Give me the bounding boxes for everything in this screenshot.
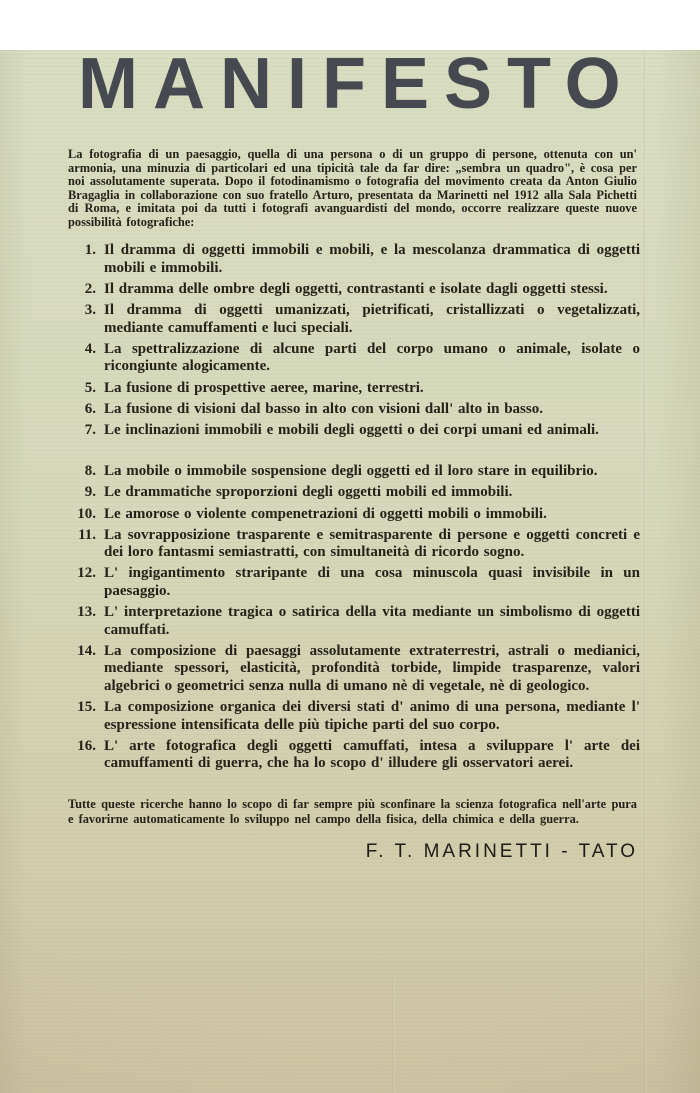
intro-paragraph: La fotografia di un paesaggio, quella di una persona o di un gruppo di persone, ottenuta con un' armonia, una minuzia di particolari ed una tipicità tale da far dire: „sembra un quadro", è cosa per noi assolutamente superata. Dopo il fotodinamismo o fotografia del movimento creata da Anton Giulio Bragaglia in collaborazione con suo fratello Arturo, presentata da Marinetti nel 1912 alla Sala Pichetti di Roma, e imitata poi da tutti i fotografi avanguardisti del mondo, occorre realizzare queste nuove possibilità fotografiche: (68, 147, 637, 229)
item-number: 4. (84, 340, 96, 357)
item-text: La sovrapposizione trasparente e semitrasparente di persone e oggetti concreti e dei loro fantasmi semiastratti, con simultaneità di ricordo sogno. (104, 526, 640, 561)
item-text: La fusione di prospettive aeree, marine, terrestri. (104, 379, 424, 396)
item-number: 5. (84, 379, 96, 396)
item-number: 16. (77, 737, 96, 754)
list-item (77, 603, 640, 639)
list-item (84, 242, 640, 277)
item-text: Il dramma di oggetti immobili e mobili, e la mescolanza drammatica di oggetti mobili e immobili. (104, 242, 640, 276)
item-number: 10. (77, 505, 96, 522)
item-text: La mobile o immobile sospensione degli oggetti ed il loro stare in equilibrio. (104, 463, 598, 480)
list-item (84, 281, 640, 299)
list-item (77, 698, 640, 734)
list-item (78, 526, 640, 562)
item-number: 13. (77, 603, 96, 620)
list-item (84, 379, 640, 398)
item-text: Le inclinazioni immobili e mobili degli oggetti o dei corpi umani ed animali. (104, 421, 599, 438)
item-number: 3. (84, 302, 96, 319)
manifesto-page (0, 44, 700, 1093)
item-number: 15. (77, 698, 96, 715)
item-number: 1. (84, 242, 96, 259)
item-text: Le amorose o violente compenetrazioni di oggetti mobili o immobili. (104, 505, 547, 522)
item-text: Il dramma delle ombre degli oggetti, contrastanti e isolate dagli oggetti stessi. (104, 281, 608, 298)
closing-paragraph: Tutte queste ricerche hanno lo scopo di far sempre più sconfinare la scienza fotografica nell'arte pura e favorirne automaticamente lo sviluppo nel campo della fisica, della chimica e della guerra. (68, 796, 637, 826)
manifesto-list (77, 242, 640, 772)
signature: F. T. MARINETTI - TATO (365, 840, 638, 862)
item-number: 6. (84, 400, 96, 417)
list-item (84, 302, 640, 337)
list-item (84, 484, 640, 502)
paper-crease-right (644, 50, 647, 1093)
item-number: 14. (77, 642, 96, 659)
item-text: La composizione organica dei diversi stati d' animo di una persona, mediante l' espressione intensificata delle più tipiche parti del suo corpo. (104, 698, 640, 733)
item-number: 12. (77, 565, 96, 582)
list-item (84, 463, 640, 481)
item-text: Le drammatiche sproporzioni degli oggetti mobili ed immobili. (104, 484, 513, 501)
item-text: La fusione di visioni dal basso in alto con visioni dall' alto in basso. (104, 400, 543, 417)
item-text: Il dramma di oggetti umanizzati, pietrificati, cristallizzati o vegetalizzati, mediante camuffamenti e luci speciali. (104, 302, 640, 336)
list-item (84, 340, 640, 376)
paper-crease-bottom (392, 978, 395, 1093)
item-number: 11. (78, 526, 96, 543)
list-item (84, 400, 640, 419)
item-number: 2. (84, 281, 96, 298)
list-item (77, 642, 640, 696)
item-text: L' ingigantimento straripante di una cosa minuscola quasi invisibile in un paesaggio. (104, 565, 640, 599)
item-text: L' interpretazione tragica o satirica della vita mediante un simbolismo di oggetti camuffati. (104, 603, 640, 638)
item-number: 8. (84, 463, 96, 480)
item-number: 7. (84, 421, 96, 438)
item-text: L' arte fotografica degli oggetti camuffati, intesa a sviluppare l' arte dei camuffamenti di guerra, che ha lo scopo d' illudere gli osservatori aerei. (104, 737, 640, 772)
item-text: La spettralizzazione di alcune parti del corpo umano o animale, isolate o ricongiunte alogicamente. (104, 340, 640, 375)
list-item (77, 737, 640, 773)
page-title: MANIFESTO (78, 44, 636, 124)
item-number: 9. (84, 484, 96, 501)
item-text: La composizione di paesaggi assolutamente extraterrestri, astrali o medianici, mediante spessori, elasticità, profondità torbide, limpide trasparenze, valori algebrici o geometrici senza nulla di umano nè di vegetale, nè di geologico. (104, 642, 640, 694)
list-item (77, 565, 640, 600)
list-item (77, 505, 640, 524)
list-item (84, 421, 640, 440)
